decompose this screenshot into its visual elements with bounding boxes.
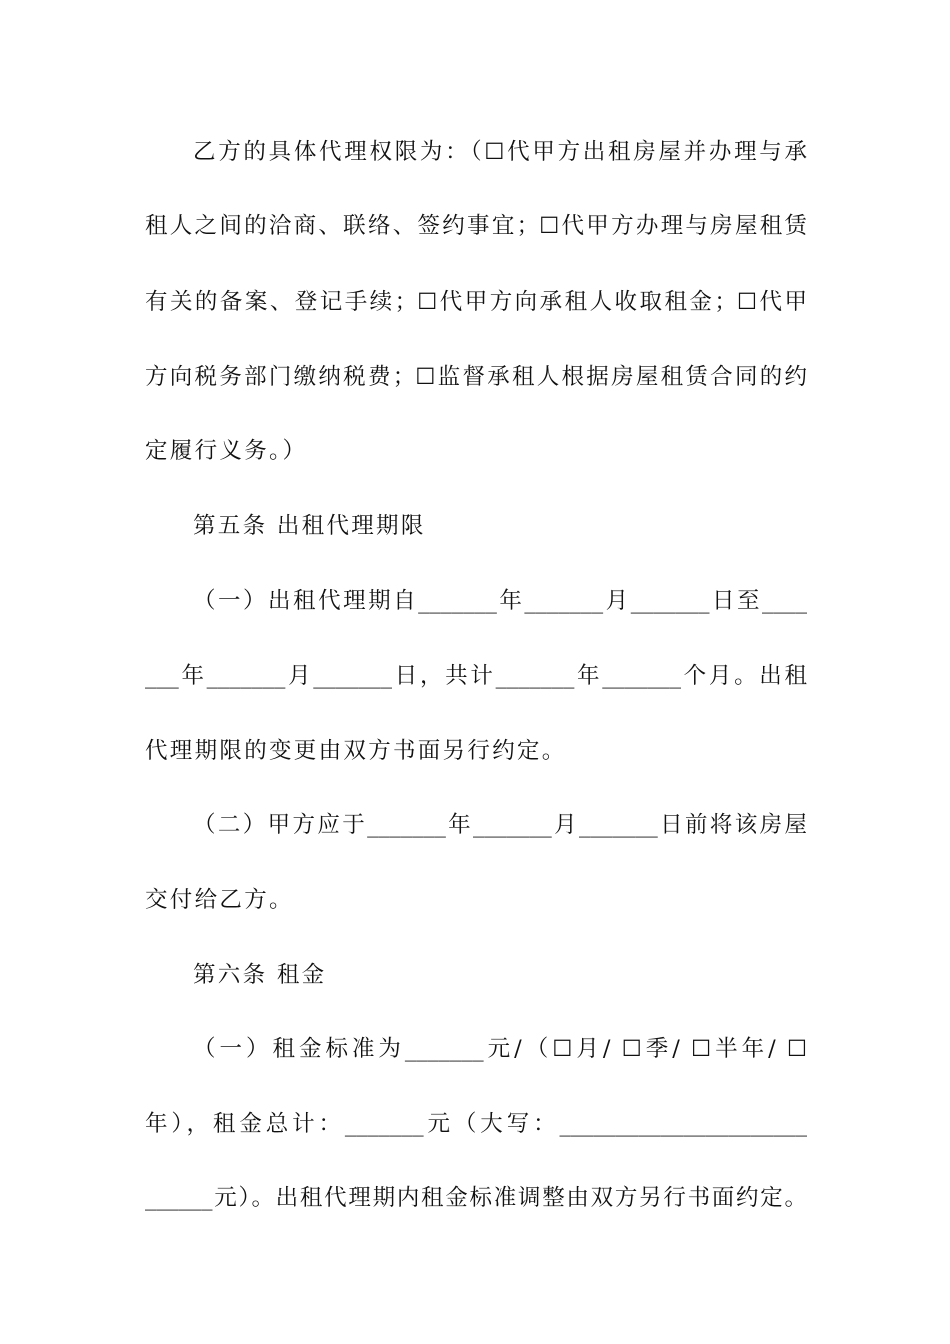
article-5-heading: 第五条 出租代理期限	[193, 513, 426, 539]
article-5-clause-1-line-3: 代理期限的变更由双方书面另行约定。	[145, 738, 567, 764]
article-5-clause-1-line-1: （一）出租代理期自_______年_______月_______日至____	[193, 588, 807, 614]
paragraph-agency-scope-line-4: 方向税务部门缴纳税费；☐监督承租人根据房屋租赁合同的约	[145, 364, 807, 390]
paragraph-agency-scope-line-3: 有关的备案、登记手续；☐代甲方向承租人收取租金；☐代甲	[145, 289, 807, 315]
article-5-clause-1-line-2: ___年_______月_______日，共计_______年_______个月。出租	[145, 663, 807, 689]
paragraph-agency-scope-line-5: 定履行义务。）	[145, 438, 308, 464]
paragraph-agency-scope-line-2: 租人之间的洽商、联络、签约事宜；☐代甲方办理与房屋租赁	[145, 213, 807, 239]
article-6-heading: 第六条 租金	[193, 962, 327, 988]
article-6-clause-1-line-1: （一）租金标准为_______元/（☐月/ ☐季/ ☐半年/ ☐	[193, 1036, 807, 1062]
article-5-clause-2-line-2: 交付给乙方。	[145, 887, 294, 913]
article-6-clause-1-line-2: 年），租金总计：_______元（大写：______________________	[145, 1111, 807, 1137]
article-6-clause-1-line-3: ______元）。出租代理期内租金标准调整由双方另行书面约定。	[145, 1185, 807, 1211]
paragraph-agency-scope-line-1: 乙方的具体代理权限为：（☐代甲方出租房屋并办理与承	[193, 139, 807, 165]
article-5-clause-2-line-1: （二）甲方应于_______年_______月_______日前将该房屋	[193, 812, 807, 838]
